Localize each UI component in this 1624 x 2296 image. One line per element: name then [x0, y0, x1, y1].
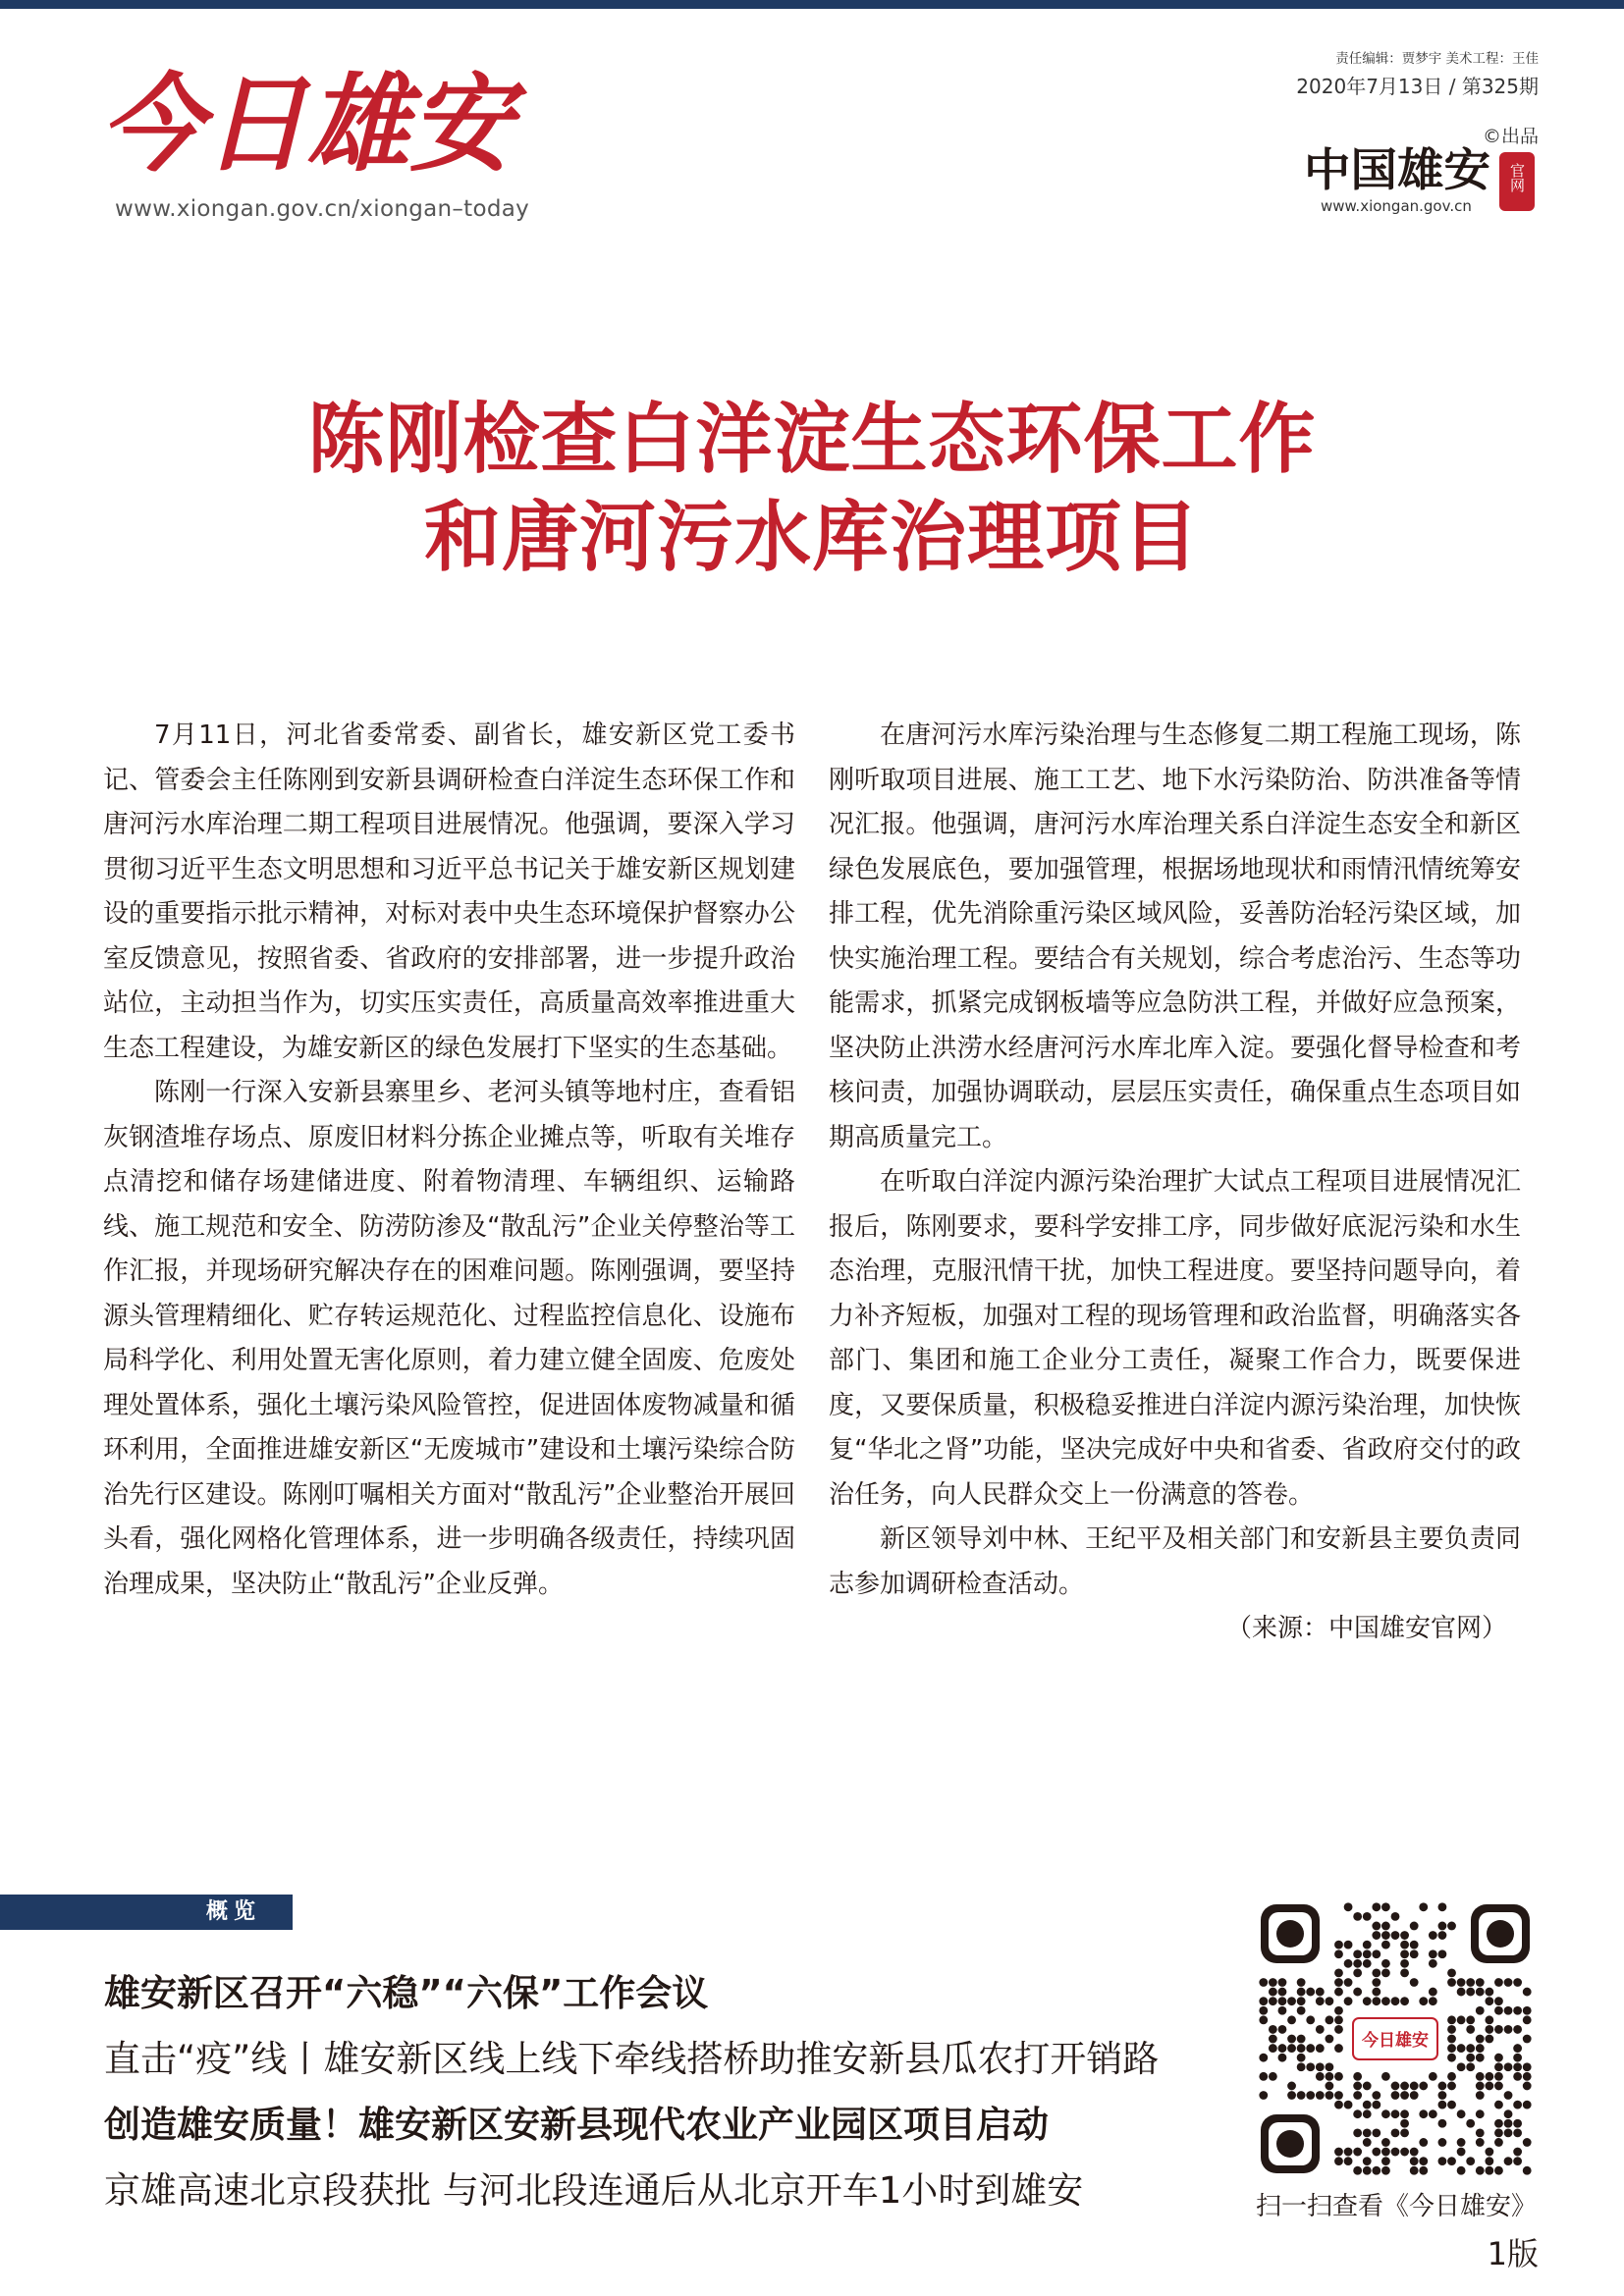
article-column-right	[829, 714, 1521, 1652]
guan-seal-icon	[1497, 150, 1537, 213]
qr-code-icon[interactable]	[1259, 1902, 1532, 2175]
article-column-left	[103, 714, 795, 1607]
overview-item[interactable]: 直击“疫”线丨雄安新区线上线下牵线搭桥助推安新县瓜农打开销路	[104, 2038, 1160, 2080]
article-paragraph: 在听取白洋淀内源污染治理扩大试点工程项目进展情况汇报后，陈刚要求，要科学安排工序，同步做好底泥污染和水生态治理，克服汛情干扰，加快工程进度。要坚持问题导向，着力补齐短板，加强对工程的现场管理和政治监督，明确落实各部门、集团和施工企业分工责任，凝聚工作合力，既要保进度，又要保质量，积极稳妥推进白洋淀内源污染治理，加快恢复“华北之肾”功能，坚决完成好中央和省委、省政府交付的政治任务，向人民群众交上一份满意的答卷。	[829, 1167, 1521, 1510]
brand-name: 中国雄安	[1304, 143, 1490, 193]
overview-item[interactable]: 雄安新区召开“六稳”“六保”工作会议	[104, 1972, 709, 2014]
article-paragraph: 新区领导刘中林、王纪平及相关部门和安新县主要负责同志参加调研检查活动。	[829, 1524, 1521, 1599]
publisher-mark: ©出品	[1482, 126, 1539, 147]
article-paragraph: 7月11日，河北省委常委、副省长，雄安新区党工委书记、管委会主任陈刚到安新县调研检查白洋淀生态环保工作和唐河污水库治理二期工程项目进展情况。他强调，要深入学习贯彻习近平生态文明思想和习近平总书记关于雄安新区规划建设的重要指示批示精神，对标对表中央生态环境保护督察办公室反馈意见，按照省委、省政府的安排部署，进一步提升政治站位，主动担当作为，切实压实责任，高质量高效率推进重大生态工程建设，为雄安新区的绿色发展打下坚实的生态基础。	[103, 721, 795, 1063]
masthead-title: 今日雄安	[100, 63, 528, 187]
qr-caption: 扫一扫查看《今日雄安》	[1256, 2192, 1538, 2221]
masthead-logo	[100, 51, 532, 188]
page-number: 1版	[1487, 2235, 1539, 2272]
qr-center-label: 今日雄安	[1362, 2031, 1429, 2051]
qr-finder-top-left	[1261, 1904, 1320, 1963]
overview-item[interactable]: 京雄高速北京段获批 与河北段连通后从北京开车1小时到雄安	[104, 2169, 1084, 2212]
top-color-bar	[0, 0, 1624, 9]
brand-url[interactable]: www.xiongan.gov.cn	[1321, 197, 1472, 215]
overview-header	[0, 1895, 293, 1930]
article-paragraph: 在唐河污水库污染治理与生态修复二期工程施工现场，陈刚听取项目进展、施工工艺、地下水污染防治、防洪准备等情况汇报。他强调，唐河污水库治理关系白洋淀生态安全和新区绿色发展底色，要加强管理，根据场地现状和雨情汛情统筹安排工程，优先消除重污染区域风险，妥善防治轻污染区域，加快实施治理工程。要结合有关规划，综合考虑治污、生态等功能需求，抓紧完成钢板墙等应急防洪工程，并做好应急预案，坚决防止洪涝水经唐河污水库北库入淀。要强化督导检查和考核问责，加强协调联动，层层压实责任，确保重点生态项目如期高质量完工。	[829, 721, 1521, 1152]
overview-label: 概览	[205, 1899, 261, 1924]
article-paragraph: 陈刚一行深入安新县寨里乡、老河头镇等地村庄，查看铝灰钢渣堆存场点、原废旧材料分拣企业摊点等，听取有关堆存点清挖和储存场建储进度、附着物清理、车辆组织、运输路线、施工规范和安全、防涝防渗及“散乱污”企业关停整治等工作汇报，并现场研究解决存在的困难问题。陈刚强调，要坚持源头管理精细化、贮存转运规范化、过程监控信息化、设施布局科学化、利用处置无害化原则，着力建立健全固废、危废处理处置体系，强化土壤污染风险管控，促进固体废物减量和循环利用，全面推进雄安新区“无废城市”建设和土壤污染综合防治先行区建设。陈刚叮嘱相关方面对“散乱污”企业整治开展回头看，强化网格化管理体系，进一步明确各级责任，持续巩固治理成果，坚决防止“散乱污”企业反弹。	[103, 1078, 795, 1599]
editors-credit: 责任编辑：贾梦宇 美术工程：王佳	[1335, 51, 1539, 67]
issue-date: 2020年7月13日 / 第325期	[1296, 75, 1539, 98]
qr-finder-bottom-left	[1261, 2114, 1320, 2173]
masthead-url[interactable]: www.xiongan.gov.cn/xiongan–today	[115, 196, 530, 222]
brand-seal-text: 官网	[1508, 163, 1526, 192]
article-source: （来源：中国雄安官网）	[1225, 1614, 1507, 1643]
headline-line-1: 陈刚检查白洋淀生态环保工作	[307, 395, 1317, 484]
qr-finder-top-right	[1471, 1904, 1530, 1963]
overview-item[interactable]: 创造雄安质量！雄安新区安新县现代农业产业园区项目启动	[104, 2104, 1049, 2146]
headline-line-2: 和唐河污水库治理项目	[423, 493, 1200, 582]
